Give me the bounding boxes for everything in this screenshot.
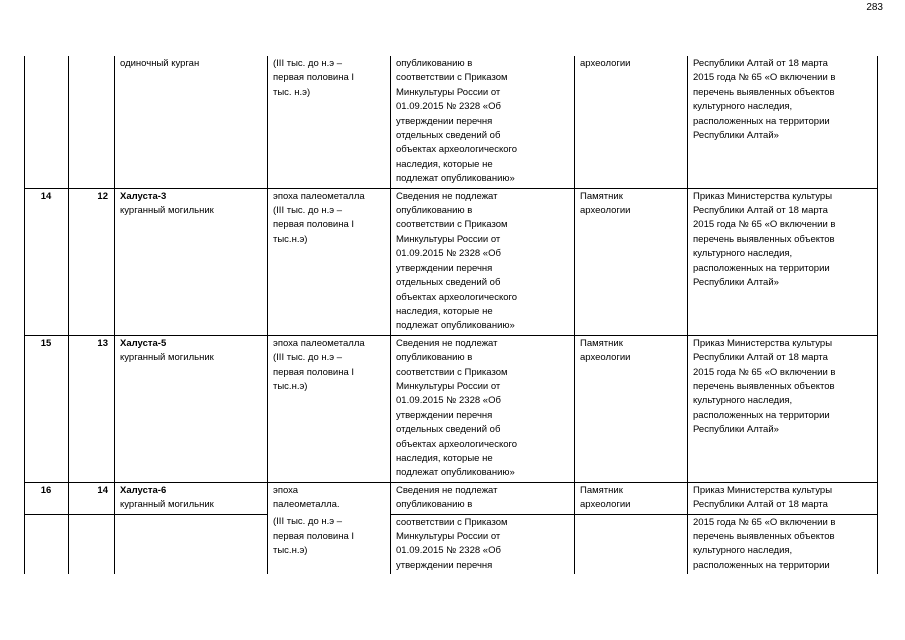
document-cell: Приказ Министерства культуры Республики Алтай от 18 марта 2015 года № 65 «О включении в перечень выявленных объектов культурного наследия, расположенных на территории Республики Алтай» bbox=[688, 188, 878, 335]
dating-cell: эпоха палеометалла (III тыс. до н.э – первая половина I тыс.н.э) bbox=[268, 188, 391, 335]
info-cell: Сведения не подлежат опубликованию в соответствии с Приказом Минкультуры России от 01.09.2015 № 2328 «Об утверждении перечня отдельных сведений об объектах археологического наследия, которые не подлежат опубликованию» bbox=[391, 188, 575, 335]
object-title: Халуста-6 bbox=[120, 484, 167, 496]
dating-cell: эпоха палеометалла (III тыс. до н.э – первая половина I тыс.н.э) bbox=[268, 335, 391, 482]
object-name-cell bbox=[115, 56, 268, 188]
document-cell: Приказ Министерства культуры Республики Алтай от 18 марта 2015 года № 65 «О включении в перечень выявленных объектов культурного наследия, расположенных на территории Республики Алтай» bbox=[688, 335, 878, 482]
row-subnumber: 13 bbox=[69, 335, 115, 482]
row-number: 15 bbox=[25, 335, 69, 482]
dating-cell: эпоха палеометалла. bbox=[268, 482, 391, 514]
info-cell: Сведения не подлежат опубликованию в bbox=[391, 482, 575, 514]
object-title: Халуста-3 bbox=[120, 190, 167, 202]
category-cell bbox=[575, 514, 688, 574]
object-name-cell bbox=[115, 482, 268, 514]
heritage-table bbox=[24, 56, 878, 574]
row-subnumber bbox=[69, 514, 115, 574]
object-name-cell bbox=[115, 188, 268, 335]
object-type: одиночный курган bbox=[120, 58, 200, 69]
table-row bbox=[25, 514, 878, 574]
document-cell: Приказ Министерства культуры Республики Алтай от 18 марта bbox=[688, 482, 878, 514]
row-number: 16 bbox=[25, 482, 69, 514]
info-cell: Сведения не подлежат опубликованию в соответствии с Приказом Минкультуры России от 01.09.2015 № 2328 «Об утверждении перечня отдельных сведений об объектах археологического наследия, которые не подлежат опубликованию» bbox=[391, 335, 575, 482]
document-cell: Республики Алтай от 18 марта 2015 года № 65 «О включении в перечень выявленных объектов культурного наследия, расположенных на территории Республики Алтай» bbox=[688, 56, 878, 188]
row-number bbox=[25, 56, 69, 188]
row-subnumber: 14 bbox=[69, 482, 115, 514]
object-title: Халуста-5 bbox=[120, 337, 167, 349]
page-number: 283 bbox=[866, 2, 883, 13]
object-type: курганный могильник bbox=[120, 499, 214, 511]
category-cell: археологии bbox=[575, 56, 688, 188]
category-cell: Памятник археологии bbox=[575, 482, 688, 514]
document-cell: 2015 года № 65 «О включении в перечень выявленных объектов культурного наследия, расположенных на территории bbox=[688, 514, 878, 574]
object-type: курганный могильник bbox=[120, 352, 214, 364]
row-number bbox=[25, 514, 69, 574]
category-cell: Памятник археологии bbox=[575, 188, 688, 335]
row-subnumber: 12 bbox=[69, 188, 115, 335]
object-name-cell bbox=[115, 514, 268, 574]
row-number: 14 bbox=[25, 188, 69, 335]
table-row bbox=[25, 335, 878, 482]
category-cell: Памятник археологии bbox=[575, 335, 688, 482]
table-row bbox=[25, 482, 878, 514]
row-subnumber bbox=[69, 56, 115, 188]
dating-cell: (III тыс. до н.э – первая половина I тыс. н.э) bbox=[268, 56, 391, 188]
dating-cell: (III тыс. до н.э – первая половина I тыс.н.э) bbox=[268, 514, 391, 574]
object-type: курганный могильник bbox=[120, 205, 214, 217]
object-name-cell bbox=[115, 335, 268, 482]
table-row bbox=[25, 56, 878, 188]
info-cell: опубликованию в соответствии с Приказом Минкультуры России от 01.09.2015 № 2328 «Об утверждении перечня отдельных сведений об объектах археологического наследия, которые не подлежат опубликованию» bbox=[391, 56, 575, 188]
info-cell: соответствии с Приказом Минкультуры России от 01.09.2015 № 2328 «Об утверждении перечня bbox=[391, 514, 575, 574]
table-row bbox=[25, 188, 878, 335]
